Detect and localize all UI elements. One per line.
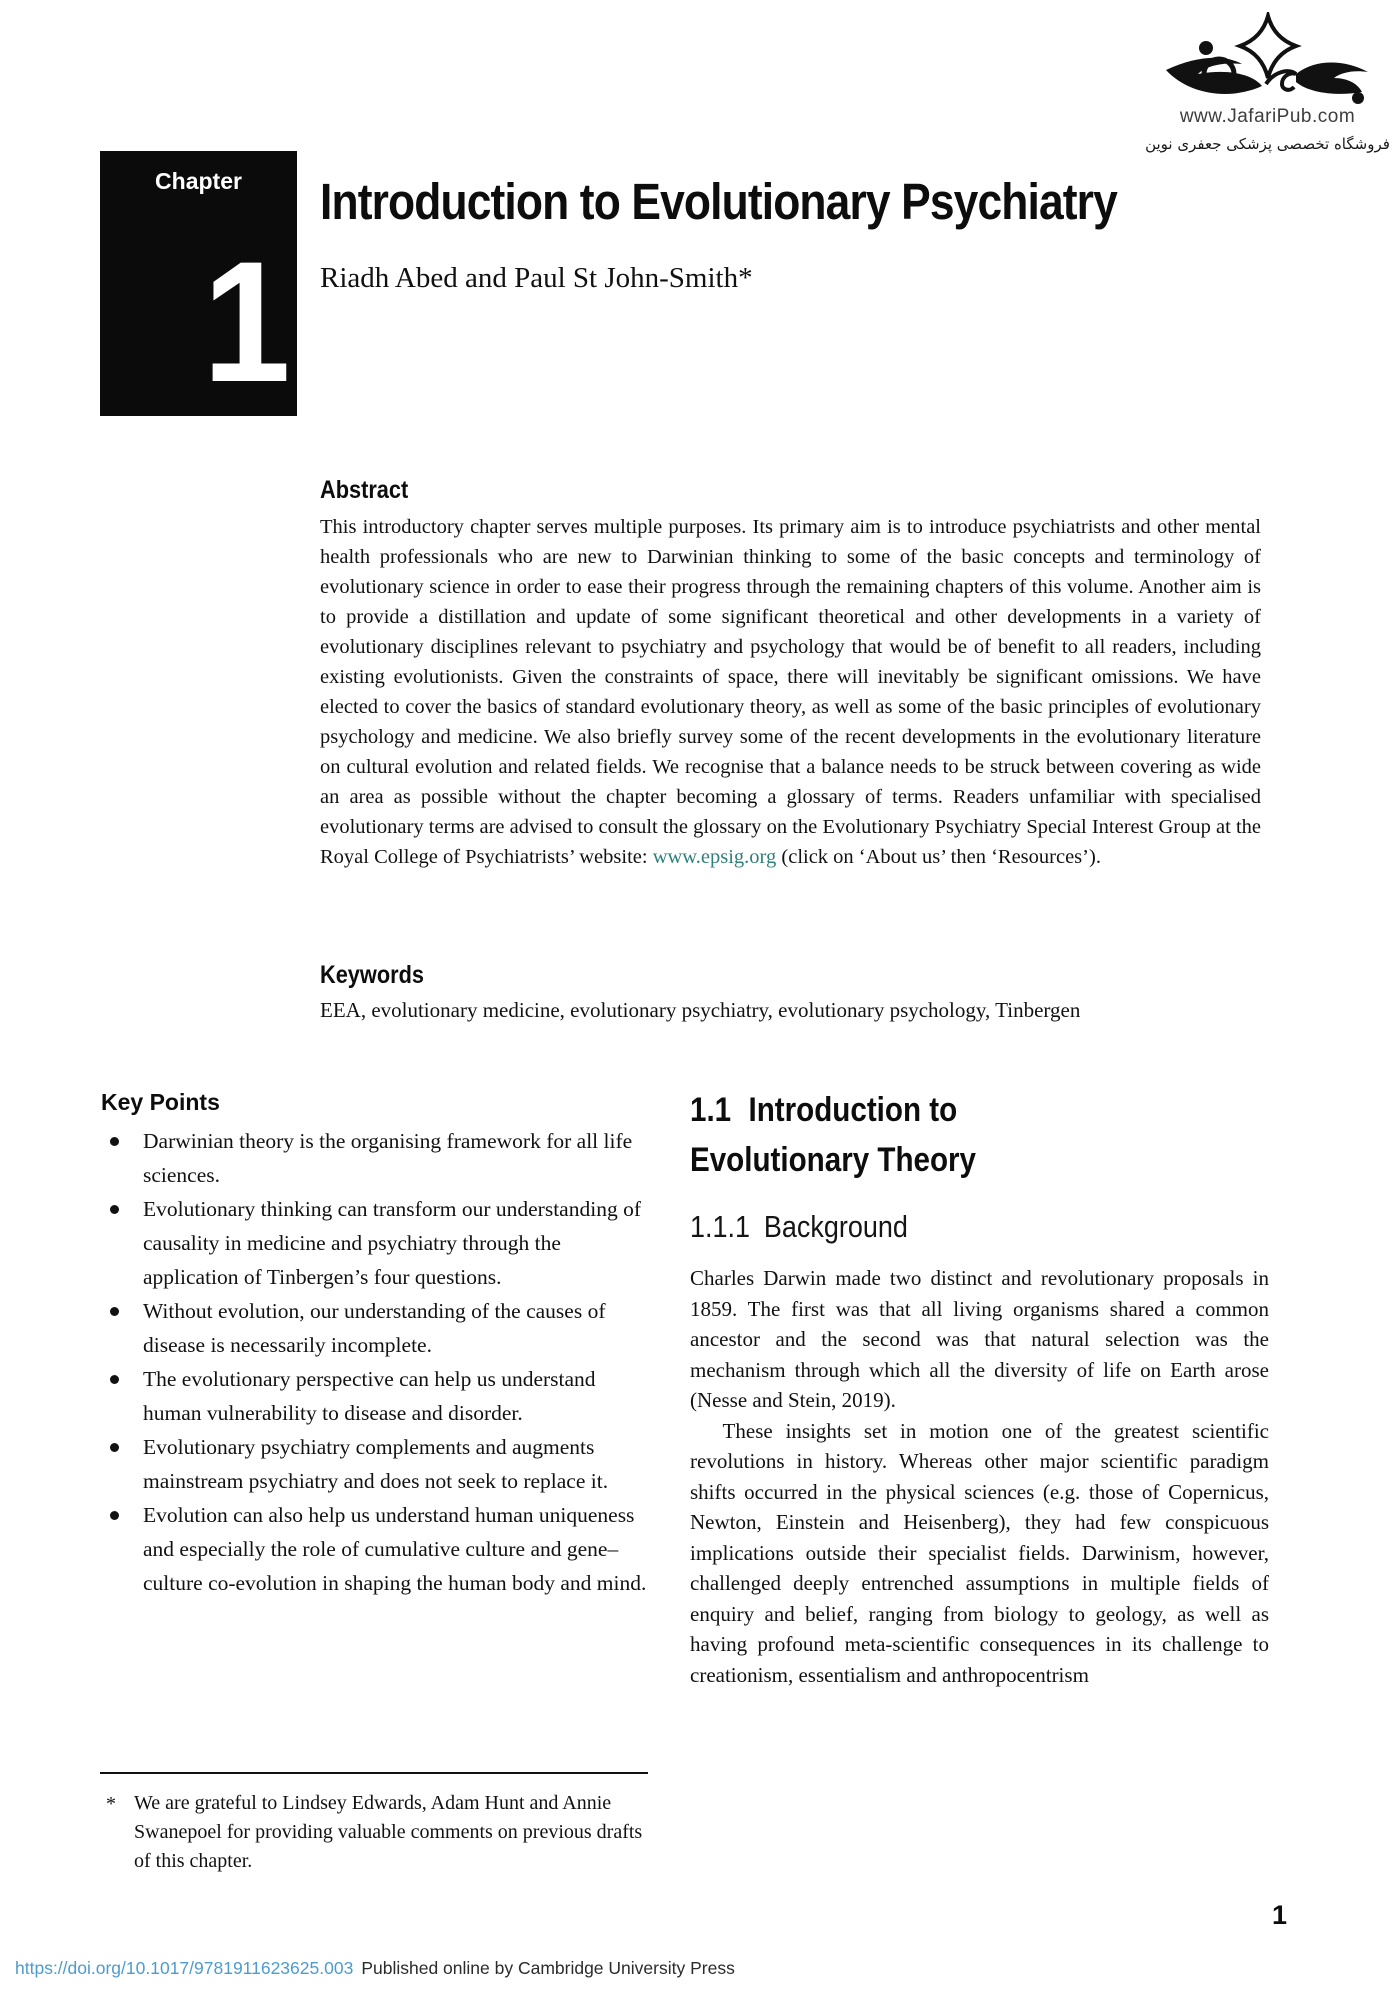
- footnote-text: We are grateful to Lindsey Edwards, Adam Hunt and Annie Swanepoel for providing valuable comments on previous drafts of this chapter.: [134, 1792, 643, 1872]
- calligraphic-bird-logo-icon: [1162, 12, 1374, 104]
- abstract-heading: Abstract: [320, 476, 409, 504]
- key-points-list: [101, 1124, 659, 1600]
- paragraph: Charles Darwin made two distinct and revolutionary proposals in 1859. The first was that all living organisms shared a common ancestor and the second was that natural selection was the mechanism through which all the diversity of life on Earth arose (Nesse and Stein, 2019).: [690, 1266, 1269, 1412]
- keywords-heading: Keywords: [320, 961, 424, 989]
- chapter-number: 1: [202, 225, 291, 416]
- page-number: 1: [1272, 1900, 1288, 1930]
- bullet-icon: [110, 1205, 119, 1214]
- abstract-text-tail: (click on ‘About us’ then ‘Resources’).: [776, 846, 1101, 868]
- authors: Riadh Abed and Paul St John-Smith*: [320, 262, 753, 294]
- paragraph: These insights set in motion one of the greatest scientific revolutions in history. Whereas other major scientific paradigm shifts occurred in the physical sciences (e.g. those of Copernicus, Newton, Einstein and Heisenberg), they had few conspicuous implications outside their specialist fields. Darwinism, however, challenged deeply entrenched assumptions in multiple fields of enquiry and belief, ranging from biology to geology, as well as having profound meta-scientific consequences in its challenge to creationism, essentialism and anthropocentrism: [690, 1418, 1269, 1687]
- jafaripub-logo: [1135, 12, 1400, 153]
- keywords-text: EEA, evolutionary medicine, evolutionary psychiatry, evolutionary psychology, Tinbergen: [320, 998, 1081, 1022]
- key-point-item: Evolution can also help us understand human uniqueness and especially the role of cumulative culture and gene–culture co-evolution in shaping the human body and mind.: [101, 1498, 659, 1600]
- epsig-link[interactable]: www.epsig.org: [652, 846, 777, 868]
- bullet-icon: [110, 1307, 119, 1316]
- key-points-heading: Key Points: [101, 1089, 220, 1115]
- bullet-icon: [110, 1137, 119, 1146]
- chapter-box: [100, 151, 297, 416]
- key-point-item: Evolutionary thinking can transform our understanding of causality in medicine and psychiatry through the application of Tinbergen’s four questions.: [101, 1192, 659, 1294]
- doi-link[interactable]: https://doi.org/10.1017/9781911623625.003: [15, 1958, 354, 1978]
- body-text: [690, 1263, 1269, 1690]
- section-heading-1-1-1: 1.1.1 Background: [690, 1209, 908, 1244]
- abstract-body: [320, 512, 1261, 872]
- chapter-label: Chapter: [155, 168, 242, 194]
- footnote: [100, 1789, 656, 1876]
- bullet-icon: [110, 1443, 119, 1452]
- key-point-item: Without evolution, our understanding of the causes of disease is necessarily incomplete.: [101, 1294, 659, 1362]
- subsection-number: 1.1.1: [690, 1209, 750, 1244]
- publisher-note: Published online by Cambridge University Press: [361, 1958, 735, 1978]
- bullet-icon: [110, 1375, 119, 1384]
- page-title: Introduction to Evolutionary Psychiatry: [320, 173, 1117, 230]
- page-footer: [15, 1958, 735, 1979]
- footnote-rule: [100, 1772, 648, 1774]
- key-point-item: Darwinian theory is the organising framework for all life sciences.: [101, 1124, 659, 1192]
- logo-persian-text: فروشگاه تخصصی پزشکی جعفری نوین: [1145, 135, 1390, 153]
- bullet-icon: [110, 1511, 119, 1520]
- footnote-marker: *: [106, 1793, 116, 1815]
- section-heading-1-1: 1.1 Introduction to Evolutionary Theory: [690, 1091, 976, 1179]
- main-text-column: [690, 1085, 1269, 1690]
- abstract-text: This introductory chapter serves multiple purposes. Its primary aim is to introduce psychiatrists and other mental health professionals who are new to Darwinian thinking to some of the basic concepts and terminology of evolutionary science in order to ease their progress through the remaining chapters of this volume. Another aim is to provide a distillation and update of some significant theoretical and other developments in a variety of evolutionary disciplines relevant to psychiatry and psychology that would be of benefit to all readers, including existing evolutionists. Given the constraints of space, there will inevitably be significant omissions. We have elected to cover the basics of standard evolutionary theory, as well as some of the basic principles of evolutionary psychology and medicine. We also briefly survey some of the recent developments in the evolutionary literature on cultural evolution and related fields. We recognise that a balance needs to be struck between covering as wide an area as possible without the chapter becoming a glossary of terms. Readers unfamiliar with specialised evolutionary terms are advised to consult the glossary on the Evolutionary Psychiatry Special Interest Group at the Royal College of Psychiatrists’ website:: [320, 516, 1261, 868]
- logo-url-text: www.JafariPub.com: [1179, 106, 1356, 127]
- section-number: 1.1: [690, 1091, 732, 1129]
- key-point-item: The evolutionary perspective can help us understand human vulnerability to disease and disorder.: [101, 1362, 659, 1430]
- key-point-item: Evolutionary psychiatry complements and augments mainstream psychiatry and does not seek to replace it.: [101, 1430, 659, 1498]
